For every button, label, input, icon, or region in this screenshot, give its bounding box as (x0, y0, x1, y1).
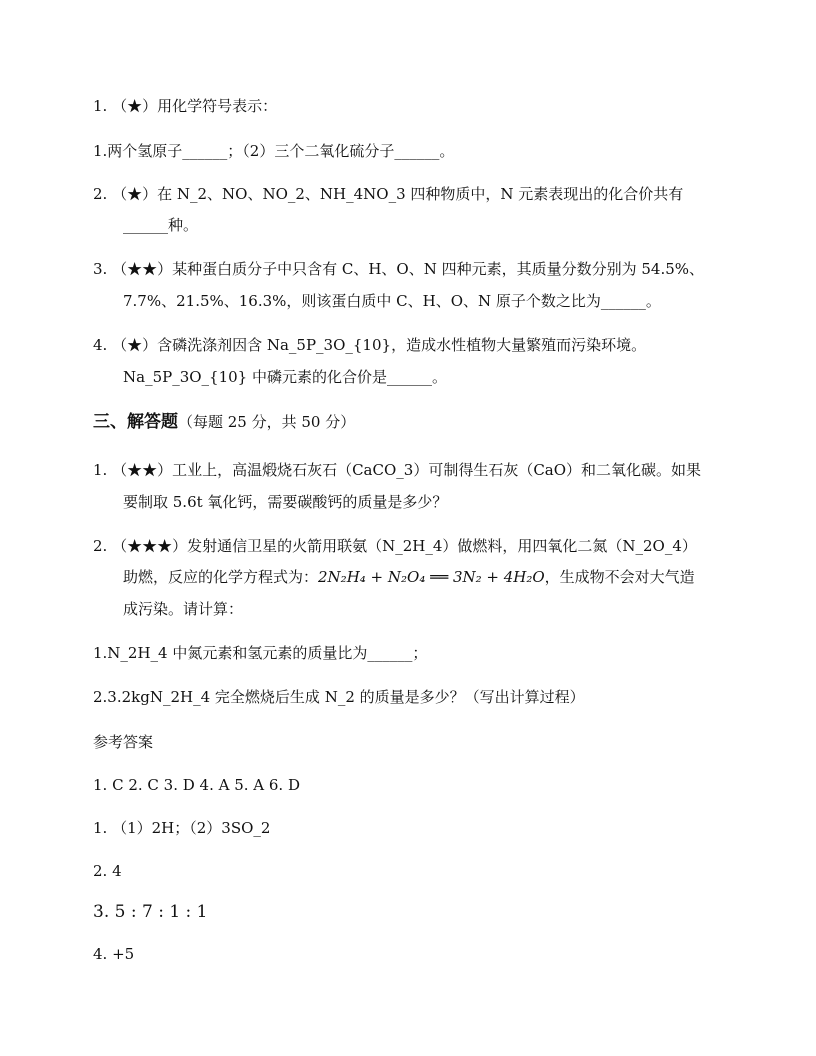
q2-fill-line1: 2. （★）在 N_2、NO、NO_2、NH_4NO_3 四种物质中，N 元素表现出的化合价共有 (93, 185, 684, 203)
answer-fill-4: 4. +5 (93, 945, 135, 963)
q2-solve-line3: 成污染。请计算： (123, 600, 244, 618)
answer-choice-line: 1. C 2. C 3. D 4. A 5. A 6. D (93, 776, 300, 794)
q1-fill-heading: 1. （★）用化学符号表示： (93, 97, 278, 115)
q3-fill-line1: 3. （★★）某种蛋白质分子中只含有 C、H、O、N 四种元素，其质量分数分别为 54.5%、 (93, 260, 705, 278)
q1-sub1: 1.两个氢原子______；（2）三个二氧化硫分子______。 (93, 142, 455, 160)
q4-fill-line2: Na_5P_3O_{10} 中磷元素的化合价是______。 (123, 368, 447, 386)
answer-fill-2: 2. 4 (93, 862, 122, 880)
q2-solve-sub2: 2.3.2kgN_2H_4 完全燃烧后生成 N_2 的质量是多少？（写出计算过程） (93, 688, 585, 706)
section3-title: 三、解答题 (93, 412, 178, 432)
q1-solve-line2: 要制取 5.6t 氧化钙，需要碳酸钙的质量是多少？ (123, 493, 448, 511)
q2-solve-line2 (123, 567, 695, 587)
answer-fill-1: 1. （1）2H；（2）3SO_2 (93, 819, 271, 837)
q2-solve-sub1: 1.N_2H_4 中氮元素和氢元素的质量比为______； (93, 644, 428, 662)
chemical-equation: 2N₂H₄ + N₂O₄ ══ 3N₂ + 4H₂O (318, 568, 545, 586)
q4-fill-line1: 4. （★）含磷洗涤剂因含 Na_5P_3O_{10}，造成水性植物大量繁殖而污染环境。 (93, 336, 647, 354)
q2-solve-text-b: ，生成物不会对大气造 (544, 568, 695, 586)
q3-fill-line2: 7.7%、21.5%、16.3%，则该蛋白质中 C、H、O、N 原子个数之比为______。 (123, 292, 661, 310)
q1-solve-line1: 1. （★★）工业上，高温煅烧石灰石（CaCO_3）可制得生石灰（CaO）和二氧化碳。如果 (93, 461, 702, 479)
section3-heading (93, 412, 355, 432)
section3-note: （每题 25 分，共 50 分） (178, 413, 356, 431)
q2-solve-text-a: 助燃，反应的化学方程式为： (123, 568, 319, 586)
q2-solve-line1: 2. （★★★）发射通信卫星的火箭用联氨（N_2H_4）做燃料，用四氧化二氮（N_2O_4） (93, 537, 697, 555)
answer-fill-3: 3. 5 : 7 : 1 : 1 (93, 902, 208, 922)
q2-fill-line2: ______种。 (123, 216, 199, 234)
answers-heading: 参考答案 (93, 733, 154, 751)
